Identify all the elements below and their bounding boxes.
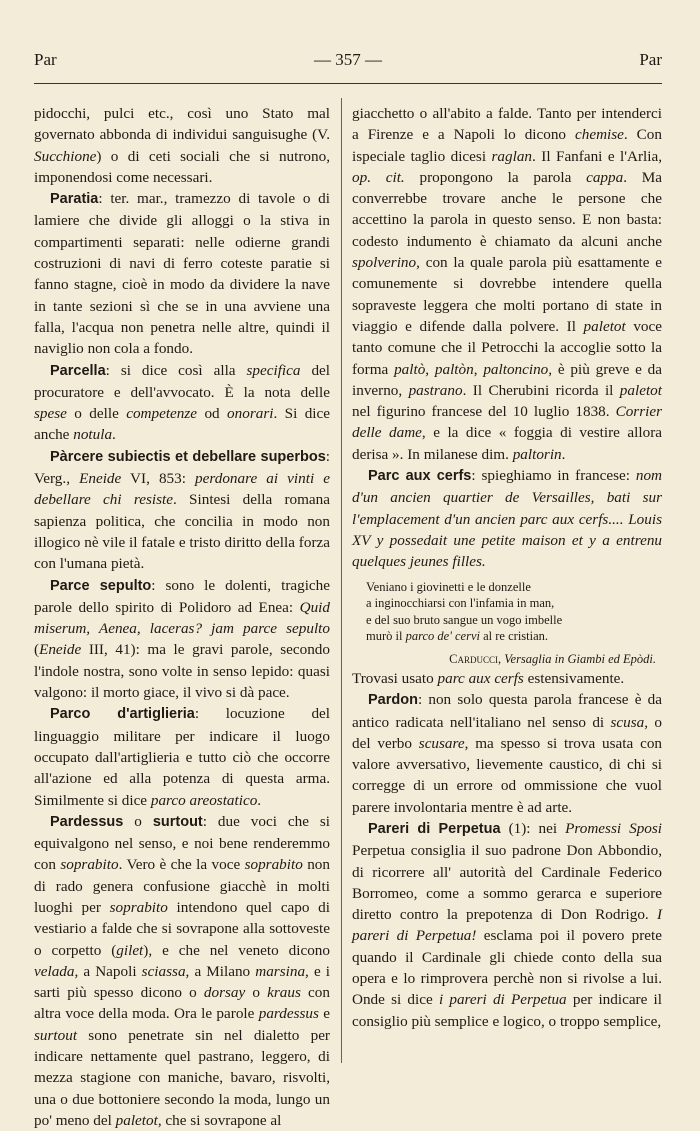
continued-text bbox=[352, 668, 662, 689]
entry-headword: Parco d'artiglieria bbox=[50, 706, 195, 723]
dictionary-entry bbox=[34, 703, 330, 810]
entry-text: : spieghiamo in francese: nom d'un ancien quartier de Versailles, bati sur l'emplacement d'un ancien parc aux cerfs.... Louis XV y possedait une petite maison et y a entrenu quelques jeunes filles. bbox=[352, 467, 663, 571]
verse-quote bbox=[366, 579, 662, 645]
citation-author: Carducci bbox=[449, 651, 499, 666]
entry-headword: Parce sepulto bbox=[50, 577, 152, 594]
dictionary-entry bbox=[34, 188, 330, 359]
entry-text: : Verg., Eneide VI, 853: perdonare ai vinti e debellare chi resiste. Sintesi della romana sapienza politica, che concilia in modo non illogico nè vile il fatale e tristo diritto della forza con l'umana pietà. bbox=[34, 447, 331, 573]
citation-work: Versaglia in Giambi ed Epòdi. bbox=[504, 651, 656, 666]
running-header bbox=[34, 50, 662, 74]
entry-headword: Pardessus bbox=[50, 813, 124, 830]
entry-headword: Pardon bbox=[368, 692, 418, 709]
verse-line: murò il parco de' cervi al re cristian. bbox=[366, 629, 549, 644]
continued-text bbox=[34, 103, 330, 188]
dictionary-entry bbox=[352, 689, 662, 818]
dictionary-entry: Pardessus o surtout: due voci che si equivalgono nel senso, e noi bene renderemmo con soprabito. Vero è che la voce soprabito non di rado genera confusione giacchè in molti luoghi per soprabito intendono quel capo di vestiario a falde che si sovrapone alla sottoveste o corpetto (gilet), e che nel veneto dicono velada, a Napoli sciassa, a Milano marsina, e i sarti più spesso dicono o dorsay o kraus con altra voce della moda. Ora le parole pardessus e surtout sono penetrate sin nel dialetto per indicare nettamente quel pastrano, leggero, di mezza stagione con maniche, bavaro, risvolti, una o due bottoniere secondo la moda, lungo un po' meno del paletot, che si sovrapone al bbox=[34, 812, 330, 1129]
continued-text bbox=[352, 103, 662, 465]
dictionary-entry bbox=[34, 575, 330, 704]
entry-headword: surtout bbox=[152, 813, 203, 830]
entry-text: giacchetto o all'abito a falde. Tanto per intenderci a Firenze e a Napoli lo dicono chemise. Con ispeciale taglio dicesi raglan. Il Fanfani e l'Arlia, op. cit. propongono la parola cappa. Ma converrebbe trovare anche le persone che accettino la parola in questo senso. E non basta: codesto indumento è chiamato da alcuni anche spolverino, con la quale parola più esattamente e comunemente si dovrebbe intendere quella sopraveste leggera che molti portano di state in viaggio e difende dalla polvere. Il paletot voce tanto comune che il Petrocchi la accoglie sotto la forma paltò, paltòn, paltoncino, è più greve e da inverno, pastrano. Il Cherubini ricorda il paletot nel figurino francese del 10 luglio 1838. Corrier delle dame, e la dice « foggia di vestire allora derisa ». In milanese dim. paltorin. bbox=[352, 105, 663, 463]
quote-citation: Carducci, Versaglia in Giambi ed Epòdi. bbox=[449, 651, 656, 666]
header-left-word: Par bbox=[34, 50, 57, 69]
page-number: — 357 — bbox=[314, 50, 382, 69]
verse-line: Veniano i giovinetti e le donzelle bbox=[366, 579, 531, 594]
entry-text: : sono le dolenti, tragiche parole dello spirito di Polidoro ad Enea: Quid miserum, Aenea, laceras? jam parce sepulto (Eneide III, 41): ma le gravi parole, secondo l'indole nostra, sono volte in senso lepido: quasi valgono: il morto giace, il vivo si dà pace. bbox=[34, 576, 331, 702]
entry-text: : si dice così alla specifica del procuratore e dell'avvocato. È la nota delle spese o delle competenze od onorari. Si dice anche notula. bbox=[34, 361, 331, 444]
dictionary-entry bbox=[34, 360, 330, 446]
entry-headword: Pàrcere subiectis et debellare superbos bbox=[50, 448, 326, 465]
entry-headword: Parc aux cerfs bbox=[368, 468, 472, 485]
dictionary-entry bbox=[34, 446, 330, 575]
entry-headword: Parcella bbox=[50, 362, 106, 379]
entry-text: : non solo questa parola francese è da antico radicata nell'italiano nel senso di scusa, o del verbo scusare, ma spesso si trova usata con valore avversativo, lievemente caustico, di chi si corregge di un errore od ommissione che vuol parere involontaria mentre è ad arte. bbox=[352, 691, 663, 816]
column-divider bbox=[341, 98, 342, 1063]
entry-text: pidocchi, pulci etc., così uno Stato mal governato abbonda di individui sanguisughe (V. Succhione) o di ceti sociali che si nutrono, imponendosi come necessari. bbox=[34, 105, 330, 186]
verse-line: a inginocchiarsi con l'infamia in man, bbox=[366, 596, 555, 611]
entry-text: : locuzione del linguaggio militare per indicare il luogo occupato dall'artiglieria e tutto ciò che occorre all'azione ed alla potenza di questa arma. Similmente si dice parco areostatico. bbox=[34, 705, 330, 809]
header-rule bbox=[34, 83, 662, 84]
entry-headword: Pareri di Perpetua bbox=[368, 820, 501, 837]
entry-headword: Paratia bbox=[50, 191, 99, 208]
entry-text: : due voci che si equivalgono nel senso, e noi bene renderemmo con soprabito. Vero è che la voce soprabito non di rado genera confusione giacchè in molti luoghi per soprabito intendono quel capo di vestiario a falde che si sovrapone alla sottoveste o corpetto (gilet), e che nel veneto dicono velada, a Napoli sciassa, a Milano marsina, e i sarti più spesso dicono o dorsay o kraus con altra voce della moda. Ora le parole pardessus e surtout sono penetrate sin nel dialetto per indicare nettamente quel pastrano, leggero, di mezza stagione con maniche, bavaro, risvolti, una o due bottoniere secondo la moda, lungo un po' meno del paletot, che si sovrapone al bbox=[34, 812, 330, 1129]
entry-text: Trovasi usato parc aux cerfs estensivamente. bbox=[352, 669, 625, 687]
left-column bbox=[34, 103, 330, 1131]
entry-text: : ter. mar., tramezzo di tavole o di lamiere che divide gli alloggi o la stiva in compartimenti separati: nelle odierne grandi costruzioni di navi di ferro coteste paratie si fanno stagne, cioè in modo da dividere la nave in tante sezioni sì che se in una avviene una falla, l'acqua non penetra nelle altre, quindi il naviglio non cola a fondo. bbox=[34, 190, 330, 358]
header-right-word: Par bbox=[639, 50, 662, 69]
right-column bbox=[352, 103, 662, 1032]
verse-line: e del suo bruto sangue un vogo imbelle bbox=[366, 612, 563, 627]
entry-text: (1): nei Promessi Sposi Perpetua consiglia il suo padrone Don Abbondio, di ricorrere all' autorità del Cardinale Federico Borromeo, come a sommo gerarca e superiore diretto contro la prepotenza di Don Rodrigo. I pareri di Perpetua! esclama poi il povero prete quando il Cardinale gli chiede conto della sua opera e lo rimprovera perchè non si rivolse a lui. Onde si dice i pareri di Perpetua per indicare il consiglio più semplice e logico, o troppo semplice, bbox=[352, 819, 663, 1030]
dictionary-entry bbox=[352, 818, 662, 1032]
dictionary-entry bbox=[352, 465, 662, 572]
